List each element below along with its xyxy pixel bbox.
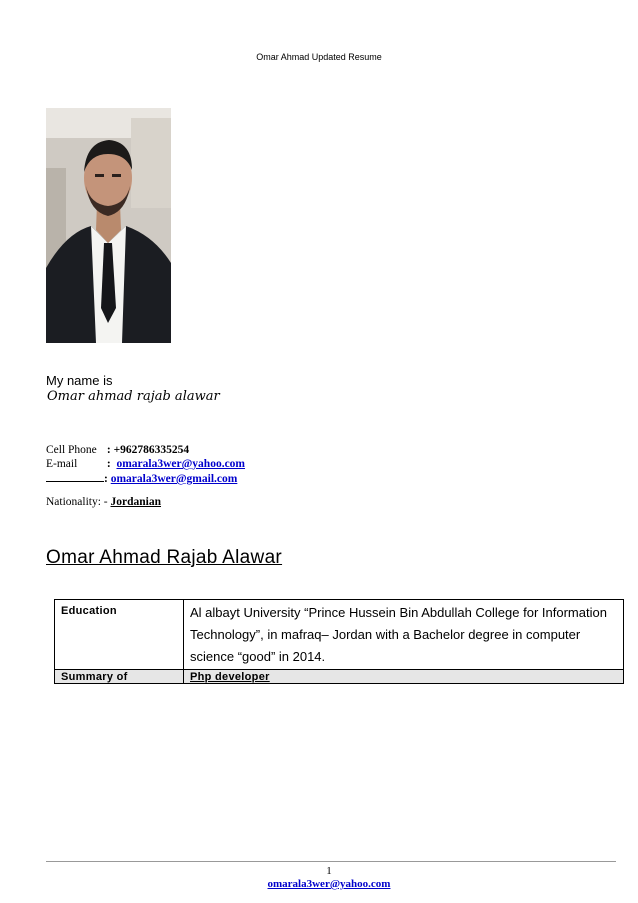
phone-value: +962786335254 [113, 444, 190, 456]
page-number: 1 [326, 865, 332, 877]
script-name-text: Omar ahmad rajab alawar [47, 389, 220, 404]
profile-photo [46, 108, 171, 343]
full-name-heading: Omar Ahmad Rajab Alawar [46, 547, 283, 568]
education-key: Education [55, 600, 184, 670]
nationality-value: Jordanian [110, 496, 162, 508]
footer-email [0, 878, 638, 890]
summary-key: Summary of [55, 670, 184, 684]
nationality-line [46, 496, 161, 508]
table-row [55, 670, 624, 684]
email-separator: : [104, 458, 114, 470]
contact-email-alt-line [46, 470, 237, 485]
email-label: E-mail [46, 458, 78, 470]
page-header-title: Omar Ahmad Updated Resume [256, 52, 382, 62]
name-intro-text: My name is [46, 373, 113, 388]
email-primary-link[interactable]: omarala3wer@yahoo.com [116, 458, 246, 470]
email-secondary-link[interactable]: omarala3wer@gmail.com [110, 473, 238, 485]
contact-phone-line [46, 444, 189, 456]
footer-email-link[interactable]: omarala3wer@yahoo.com [267, 878, 391, 890]
email-alt-separator: : [104, 473, 111, 485]
education-value: Al albayt University “Prince Hussein Bin Abdullah College for Information Technology”, in mafraq– Jordan with a Bachelor degree in computer science “good” in 2014. [184, 600, 624, 670]
summary-value [184, 670, 624, 684]
nationality-label: Nationality: - [46, 496, 111, 508]
table-row [55, 600, 624, 670]
summary-value-text: Php developer [190, 671, 270, 683]
blank-underline [46, 470, 104, 482]
phone-separator: : [104, 444, 114, 456]
resume-table [54, 599, 624, 684]
footer-divider [46, 861, 616, 862]
phone-label: Cell Phone [46, 444, 97, 456]
contact-email-line [46, 458, 245, 470]
